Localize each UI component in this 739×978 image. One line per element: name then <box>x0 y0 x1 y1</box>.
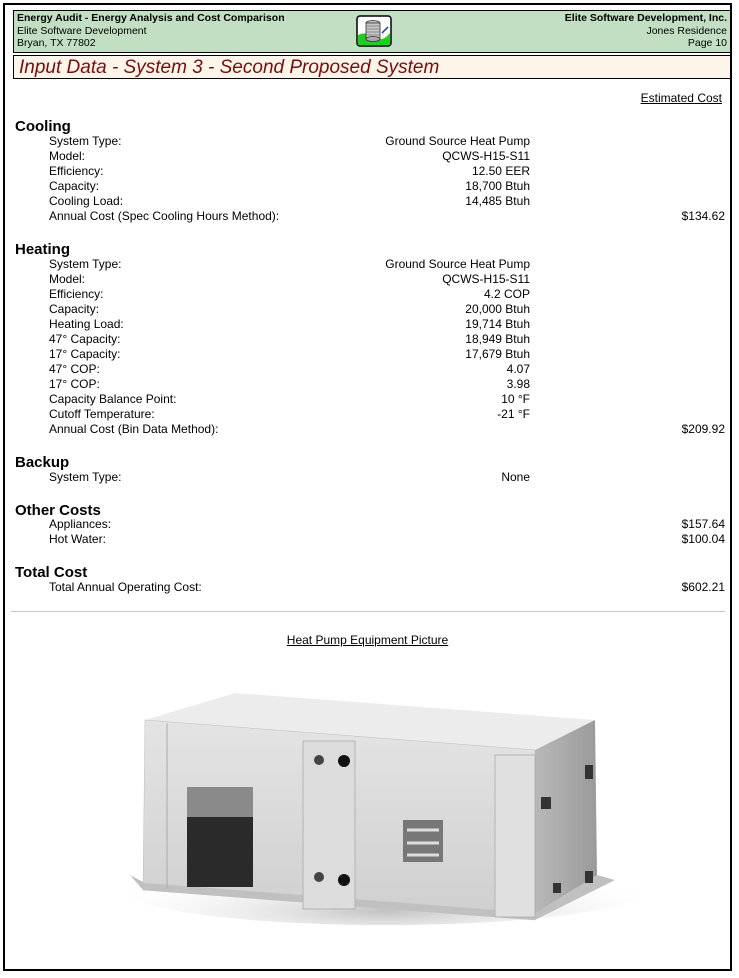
heat-pump-equipment-picture <box>115 675 645 925</box>
row-label: Annual Cost (Spec Cooling Hours Method): <box>49 209 280 223</box>
row-label: Capacity: <box>49 302 100 316</box>
row-value: 19,714 Btuh <box>465 317 530 331</box>
row-value: QCWS-H15-S11 <box>442 272 530 286</box>
row-label: Total Annual Operating Cost: <box>49 580 202 594</box>
row-label: Efficiency: <box>49 287 104 301</box>
row-cost: $209.92 <box>681 422 725 436</box>
cooling-row <box>49 164 725 179</box>
house-spool-logo-icon <box>356 15 392 47</box>
cooling-row <box>49 194 725 209</box>
heating-row <box>49 332 725 347</box>
company-name-inc: Elite Software Development, Inc. <box>564 12 727 24</box>
section-heading-other-costs: Other Costs <box>15 502 101 519</box>
heating-row <box>49 422 725 437</box>
row-label: System Type: <box>49 134 122 148</box>
total-row <box>49 580 725 595</box>
row-value: -21 °F <box>497 407 530 421</box>
row-label: Model: <box>49 149 86 163</box>
header-left <box>17 12 285 50</box>
heating-row <box>49 407 725 422</box>
row-value: 17,679 Btuh <box>465 347 530 361</box>
project-name: Jones Residence <box>646 24 727 37</box>
page-number: Page 10 <box>687 37 727 49</box>
row-value: None <box>501 470 530 484</box>
row-cost: $602.21 <box>681 580 725 594</box>
cooling-row <box>49 179 725 194</box>
heating-row <box>49 287 725 302</box>
row-label: Appliances: <box>49 517 112 531</box>
row-value: 3.98 <box>506 377 530 391</box>
section-heading-cooling: Cooling <box>15 118 71 135</box>
heating-row <box>49 272 725 287</box>
heating-row <box>49 347 725 362</box>
row-value: 12.50 EER <box>471 164 530 178</box>
backup-row <box>49 470 725 485</box>
company-location: Bryan, TX 77802 <box>17 37 96 49</box>
row-label: 17° COP: <box>49 377 100 391</box>
row-cost: $134.62 <box>681 209 725 223</box>
report-header <box>13 10 731 53</box>
cooling-row <box>49 209 725 224</box>
row-label: 17° Capacity: <box>49 347 121 361</box>
row-value: Ground Source Heat Pump <box>385 134 530 148</box>
section-heading-backup: Backup <box>15 454 70 471</box>
page-title-bar <box>13 55 731 79</box>
cooling-row <box>49 149 725 164</box>
cooling-row <box>49 134 725 149</box>
heating-row <box>49 302 725 317</box>
row-label: Cooling Load: <box>49 194 124 208</box>
row-value: 4.07 <box>506 362 530 376</box>
section-heading-heating: Heating <box>15 241 71 258</box>
company-name: Elite Software Development <box>17 24 147 37</box>
app-title: Energy Audit - Energy Analysis and Cost Comparison <box>17 12 285 24</box>
header-right <box>565 12 727 50</box>
row-label: Capacity Balance Point: <box>49 392 177 406</box>
row-value: QCWS-H15-S11 <box>442 149 530 163</box>
row-cost: $100.04 <box>681 532 725 546</box>
heating-row <box>49 362 725 377</box>
row-label: Annual Cost (Bin Data Method): <box>49 422 219 436</box>
row-label: Model: <box>49 272 86 286</box>
heating-row <box>49 257 725 272</box>
section-heading-total-cost: Total Cost <box>15 564 88 581</box>
row-value: 4.2 COP <box>483 287 530 301</box>
row-label: 47° Capacity: <box>49 332 121 346</box>
row-label: 47° COP: <box>49 362 100 376</box>
row-label: Heating Load: <box>49 317 124 331</box>
report-page <box>3 3 732 971</box>
heating-row <box>49 317 725 332</box>
row-value: 10 °F <box>501 392 530 406</box>
heating-row <box>49 377 725 392</box>
picture-title: Heat Pump Equipment Picture <box>286 633 449 647</box>
row-label: Efficiency: <box>49 164 104 178</box>
row-value: 14,485 Btuh <box>465 194 530 208</box>
row-value: Ground Source Heat Pump <box>385 257 530 271</box>
row-value: 18,700 Btuh <box>465 179 530 193</box>
row-value: 18,949 Btuh <box>465 332 530 346</box>
row-cost: $157.64 <box>681 517 725 531</box>
section-divider <box>11 611 725 612</box>
row-label: System Type: <box>49 470 122 484</box>
row-label: Hot Water: <box>49 532 106 546</box>
page-title: Input Data - System 3 - Second Proposed System <box>19 57 440 78</box>
other-row <box>49 532 725 547</box>
heating-row <box>49 392 725 407</box>
row-label: Capacity: <box>49 179 100 193</box>
row-label: Cutoff Temperature: <box>49 407 155 421</box>
row-value: 20,000 Btuh <box>465 302 530 316</box>
row-label: System Type: <box>49 257 122 271</box>
other-row <box>49 517 725 532</box>
estimated-cost-header: Estimated Cost <box>640 91 722 105</box>
